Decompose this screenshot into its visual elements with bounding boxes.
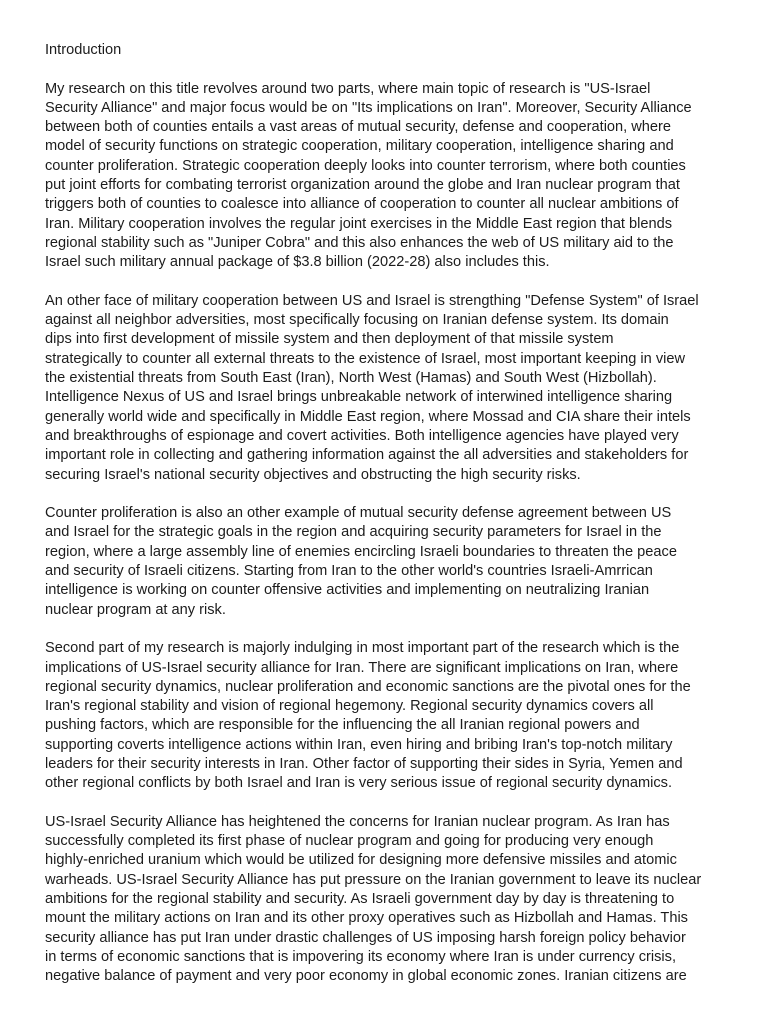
text-line: in terms of economic sanctions that is impovering its economy where Iran is under currency crisis, xyxy=(45,948,677,965)
text-line: model of security functions on strategic cooperation, military cooperation, intelligence sharing and xyxy=(45,138,674,155)
text-line: Second part of my research is majorly indulging in most important part of the research which is the xyxy=(45,640,680,657)
text-line: the existential threats from South East (Iran), North West (Hamas) and South West (Hizbollah). xyxy=(45,370,657,387)
text-line: successfully completed its first phase of nuclear program and going for producing very enough xyxy=(45,833,654,850)
paragraph-1 xyxy=(45,80,725,273)
text-line: nuclear program at any risk. xyxy=(45,601,226,618)
text-line: Iran. Military cooperation involves the regular joint exercises in the Middle East region that blends xyxy=(45,215,673,232)
text-line: ambitions for the regional stability and security. As Israeli government day by day is threatening to xyxy=(45,891,675,908)
paragraph-2 xyxy=(45,292,725,485)
document-body xyxy=(45,41,725,1006)
text-line: mount the military actions on Iran and its other proxy operatives such as Hizbollah and Hamas. This xyxy=(45,910,688,927)
text-line: triggers both of counties to coalesce into alliance of cooperation to counter all nuclear ambitions of xyxy=(45,196,679,213)
text-line: Israel such military annual package of $3.8 billion (2022-28) also includes this. xyxy=(45,254,550,271)
text-line: counter proliferation. Strategic cooperation deeply looks into counter terrorism, where both counties xyxy=(45,157,686,174)
text-line: negative balance of payment and very poor economy in global economic zones. Iranian citizens are xyxy=(45,968,687,985)
text-line: security alliance has put Iran under drastic challenges of US imposing harsh foreign policy behavior xyxy=(45,929,686,946)
text-line: pushing factors, which are responsible for the influencing the all Iranian regional powers and xyxy=(45,717,640,734)
text-line: against all neighbor adversities, most specifically focusing on Iranian defense system. Its domain xyxy=(45,312,669,329)
text-line: important role in collecting and gathering information against the all adversities and stakeholders for xyxy=(45,447,689,464)
text-line: regional security dynamics, nuclear proliferation and economic sanctions are the pivotal ones for the xyxy=(45,678,691,695)
document-heading: Introduction xyxy=(45,42,122,58)
text-line: other regional conflicts by both Israel and Iran is very serious issue of regional security dynamics. xyxy=(45,775,673,792)
paragraph-5 xyxy=(45,813,725,987)
text-line: strategically to counter all external threats to the existence of Israel, most important keeping in view xyxy=(45,350,686,367)
text-line: highly-enriched uranium which would be utilized for designing more defensive missiles and atomic xyxy=(45,852,677,869)
text-line: and security of Israeli citizens. Starting from Iran to the other world's countries Israeli-Amrrican xyxy=(45,563,653,580)
text-line: securing Israel's national security objectives and obstructing the high security risks. xyxy=(45,466,581,483)
text-line: implications of US-Israel security alliance for Iran. There are significant implications on Iran, where xyxy=(45,659,679,676)
text-line: regional stability such as "Juniper Cobra" and this also enhances the web of US military aid to the xyxy=(45,234,674,251)
text-line: Intelligence Nexus of US and Israel brings unbreakable network of interwined intelligence sharing xyxy=(45,389,673,406)
text-line: Counter proliferation is also an other example of mutual security defense agreement between US xyxy=(45,505,672,522)
text-line: My research on this title revolves around two parts, where main topic of research is "US-Israel xyxy=(45,80,651,97)
paragraph-container xyxy=(45,80,725,987)
text-line: warheads. US-Israel Security Alliance has put pressure on the Iranian government to leave its nuclear xyxy=(45,871,702,888)
text-line: dips into first development of missile system and then deployment of that missile system xyxy=(45,331,614,348)
text-line: Security Alliance" and major focus would be on "Its implications on Iran". Moreover, Security Alliance xyxy=(45,99,692,116)
text-line: between both of counties entails a vast areas of mutual security, defense and cooperation, where xyxy=(45,119,672,136)
text-line: intelligence is working on counter offensive activities and implementing on neutralizing Iranian xyxy=(45,582,650,599)
text-line: leaders for their security interests in Iran. Other factor of supporting their sides in Syria, Yemen and xyxy=(45,755,683,772)
text-line: An other face of military cooperation between US and Israel is strengthing "Defense System" of Israel xyxy=(45,292,699,309)
text-line: and breakthroughs of espionage and covert activities. Both intelligence agencies have played very xyxy=(45,427,679,444)
text-line: generally world wide and specifically in Middle East region, where Mossad and CIA share their intels xyxy=(45,408,691,425)
text-line: US-Israel Security Alliance has heightened the concerns for Iranian nuclear program. As Iran has xyxy=(45,813,670,830)
paragraph-3 xyxy=(45,504,725,620)
paragraph-4 xyxy=(45,639,725,793)
text-line: supporting coverts intelligence actions within Iran, even hiring and bribing Iran's top-notch military xyxy=(45,736,673,753)
text-line: Iran's regional stability and vision of regional hegemony. Regional security dynamics covers all xyxy=(45,698,654,715)
text-line: and Israel for the strategic goals in the region and acquiring security parameters for Israel in the xyxy=(45,524,662,541)
text-line: region, where a large assembly line of enemies encircling Israeli boundaries to threaten the peace xyxy=(45,543,677,560)
text-line: put joint efforts for combating terrorist organization around the globe and Iran nuclear program that xyxy=(45,177,680,194)
